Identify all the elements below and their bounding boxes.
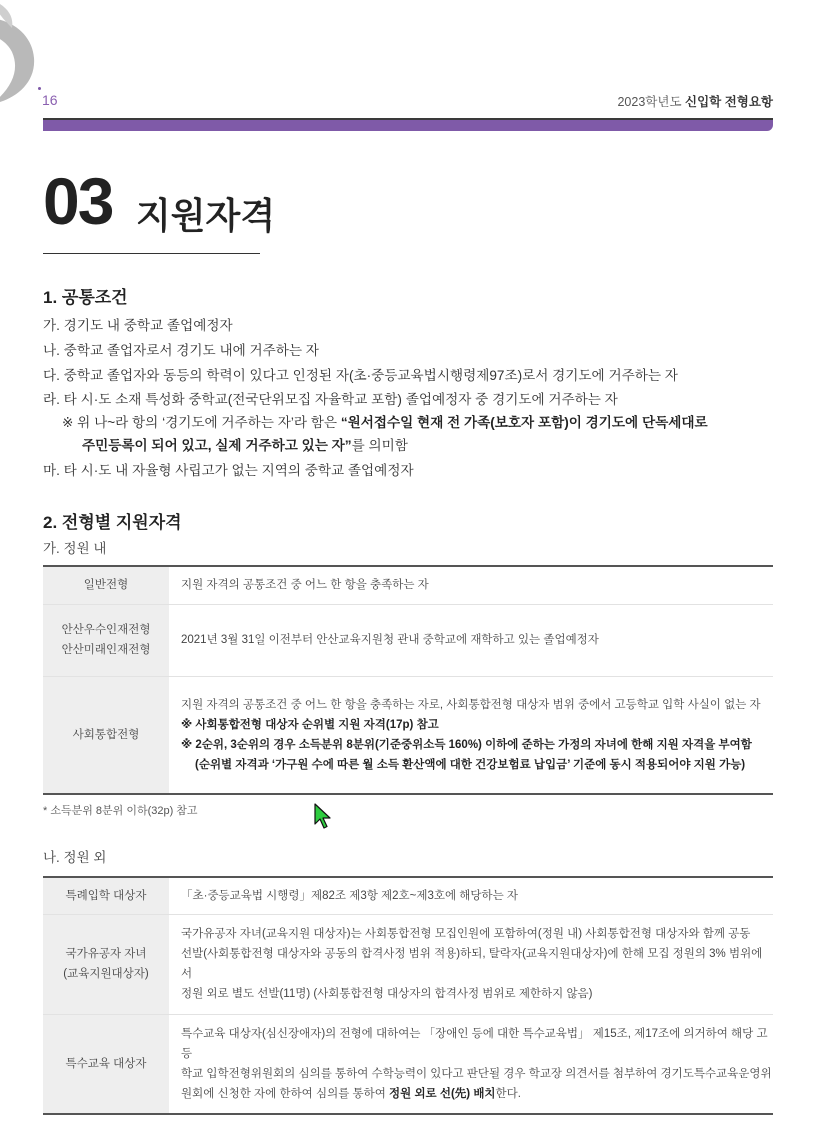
- chapter-underline: [43, 253, 260, 254]
- page-corner-decoration: [0, 0, 42, 110]
- special-ed-line-3: [181, 1084, 773, 1104]
- special-ed-line-3-bold: 정원 외로 선(先) 배치: [389, 1087, 496, 1100]
- table-row: [43, 1014, 773, 1114]
- merit-line-1: 국가유공자 자녀(교육지원 대상자)는 사회통합전형 모집인원에 포함하여(정원 내) 사회통합전형 대상자와 함께 공동: [181, 928, 751, 940]
- page-number-dot: [38, 87, 41, 90]
- chapter-title: 지원자격: [136, 195, 276, 236]
- residence-note-suffix: 를 의미함: [351, 438, 408, 453]
- residence-note-line-1: [62, 411, 708, 431]
- running-title: [617, 92, 773, 110]
- table-row: [43, 914, 773, 1014]
- mouse-cursor-icon: [314, 803, 332, 829]
- row-label-special-admission: 특례입학 대상자: [43, 878, 169, 914]
- condition-item-ga: 가. 경기도 내 중학교 졸업예정자: [43, 318, 233, 333]
- social-line-2: [181, 715, 773, 735]
- condition-item-da: 다. 중학교 졸업자와 동등의 학력이 있다고 인정된 자(초·중등교육법시행령제97조)로서 경기도에 거주하는 자: [43, 368, 678, 383]
- table-row: [43, 878, 773, 914]
- table-row: [43, 567, 773, 604]
- running-title-bold: 신입학 전형요항: [685, 95, 773, 109]
- sub-heading-quota-in: 가. 정원 내: [43, 541, 107, 556]
- social-line-4: [181, 755, 773, 775]
- row-content-merit: [169, 914, 773, 1014]
- condition-item-ra: 라. 타 시·도 소재 특성화 중학교(전국단위모집 자율학교 포함) 졸업예정자 중 경기도에 거주하는 자: [43, 392, 618, 407]
- row-label-merit-2: (교육지원대상자): [63, 968, 149, 980]
- table-row: [43, 676, 773, 794]
- quota-out-table: [43, 878, 773, 1115]
- row-content-ansan: 2021년 3월 31일 이전부터 안산교육지원청 관내 중학교에 재학하고 있는 졸업예정자: [181, 634, 599, 646]
- residence-note-bold-2: 주민등록이 되어 있고, 실제 거주하고 있는 자”: [82, 438, 352, 453]
- row-label-ansan-2: 안산미래인재전형: [61, 644, 151, 656]
- row-label-ansan: [43, 604, 169, 676]
- row-content-special-education: [169, 1014, 773, 1114]
- table-row: [43, 604, 773, 676]
- social-line-2-text: ※ 사회통합전형 대상자 순위별 지원 자격(17p) 참고: [181, 718, 439, 731]
- social-line-1: 지원 자격의 공통조건 중 어느 한 항을 충족하는 자로, 사회통합전형 대상자 범위 중에서 고등학교 입학 사실이 없는 자: [181, 698, 761, 711]
- section-2-title: 2. 전형별 지원자격: [43, 513, 182, 532]
- row-content-special-admission: 「초·중등교육법 시행령」제82조 제3항 제2호~제3호에 해당하는 자: [181, 889, 519, 902]
- row-label-merit-1: 국가유공자 자녀: [65, 948, 147, 960]
- residence-note-prefix: ※ 위 나~라 항의 ‘경기도에 거주하는 자’라 함은: [62, 415, 341, 430]
- row-content-general: 지원 자격의 공통조건 중 어느 한 항을 충족하는 자: [181, 579, 429, 592]
- social-line-3: [181, 735, 773, 755]
- quota-in-table: [43, 567, 773, 795]
- row-label-ansan-1: 안산우수인재전형: [61, 624, 151, 636]
- footnote: * 소득분위 8분위 이하(32p) 참고: [43, 805, 198, 817]
- special-ed-line-2: 학교 입학전형위원회의 심의를 통하여 수학능력이 있다고 판단될 경우 학교장 의견서를 첨부하여 경기도특수교육운영위: [181, 1067, 772, 1080]
- row-content-social: [169, 676, 773, 794]
- residence-note-line-2: [82, 434, 408, 454]
- merit-line-2: 선발(사회통합전형 대상자와 공동의 합격사정 범위 적용)하되, 탈락자(교육지원대상자)에 한해 모집 정원의 3% 범위에서: [181, 948, 763, 980]
- social-line-4-text: (순위별 자격과 ‘가구원 수에 따른 월 소득 환산액에 대한 건강보험료 납입금’ 기준에 동시 적용되어야 지원 가능): [195, 758, 746, 771]
- row-label-merit: [43, 914, 169, 1014]
- condition-item-ma: 마. 타 시·도 내 자율형 사립고가 없는 지역의 중학교 졸업예정자: [43, 463, 414, 478]
- header-bar: [43, 118, 773, 131]
- residence-note-bold-1: “원서접수일 현재 전 가족(보호자 포함)이 경기도에 단독세대로: [340, 415, 708, 430]
- page-number: 16: [42, 92, 58, 108]
- special-ed-line-3-prefix: 원회에 신청한 자에 한하여 심의를 통하여: [181, 1087, 390, 1100]
- special-ed-line-1: 특수교육 대상자(심신장애자)의 전형에 대하여는 「장애인 등에 대한 특수교육법」 제15조, 제17조에 의거하여 해당 고등: [181, 1027, 768, 1060]
- row-label-special-education: 특수교육 대상자: [43, 1014, 169, 1114]
- row-label-general: 일반전형: [43, 567, 169, 604]
- running-title-prefix: 2023학년도: [617, 95, 685, 109]
- row-label-social: 사회통합전형: [43, 676, 169, 794]
- special-ed-line-3-suffix: 한다.: [495, 1087, 521, 1100]
- sub-heading-quota-out: 나. 정원 외: [43, 850, 107, 865]
- section-1-title: 1. 공통조건: [43, 288, 128, 307]
- social-line-3-text: ※ 2순위, 3순위의 경우 소득분위 8분위(기준중위소득 160%) 이하에 준하는 가정의 자녀에 한해 지원 자격을 부여함: [181, 738, 752, 751]
- chapter-number: 03: [43, 164, 113, 238]
- condition-item-na: 나. 중학교 졸업자로서 경기도 내에 거주하는 자: [43, 343, 319, 358]
- merit-line-3: 정원 외로 별도 선발(11명) (사회통합전형 대상자의 합격사정 범위로 제한하지 않음): [181, 988, 593, 1000]
